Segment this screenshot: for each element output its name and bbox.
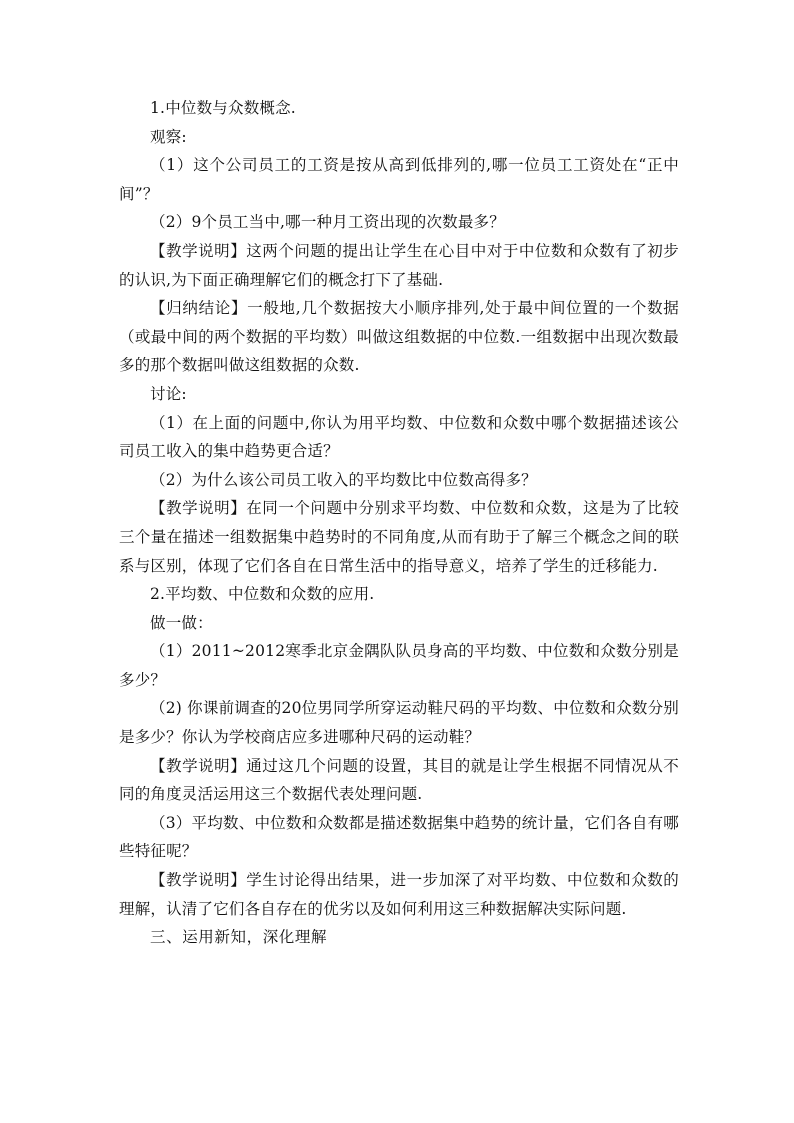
document-body xyxy=(119,94,679,952)
conclusion-paragraph: 【归纳结论】一般地,几个数据按大小顺序排列,处于最中间位置的一个数据（或最中间的两个数据的平均数）叫做这组数据的中位数.一组数据中出现次数最多的那个数据叫做这组数据的众数. xyxy=(119,299,679,375)
question-try-2: （2) 你课前调查的20位男同学所穿运动鞋尺码的平均数、中位数和众数分别是多少？你认为学校商店应多进哪种尺码的运动鞋？ xyxy=(119,699,679,747)
question-try-1: （1）2011~2012寒季北京金隅队队员身高的平均数、中位数和众数分别是多少？ xyxy=(119,642,679,689)
subheading-try: 做一做： xyxy=(150,613,213,632)
teaching-note-2: 【教学说明】在同一个问题中分别求平均数、中位数和众数，这是为了比较三个量在描述一组数据集中趋势时的不同角度,从而有助于了解三个概念之间的联系与区别，体现了它们各自在日常生活中的指导意义，培养了学生的迁移能力. xyxy=(119,499,679,575)
subheading-observe: 观察: xyxy=(150,127,187,146)
teaching-note-3: 【教学说明】通过这几个问题的设置，其目的就是让学生根据不同情况从不同的角度灵活运用这三个数据代表处理问题. xyxy=(119,756,679,804)
question-try-3: （3）平均数、中位数和众数都是描述数据集中趋势的统计量，它们各自有哪些特征呢？ xyxy=(119,813,679,861)
question-discuss-1: （1）在上面的问题中,你认为用平均数、中位数和众数中哪个数据描述该公司员工收入的集中趋势更合适？ xyxy=(119,413,679,461)
question-discuss-2: （2）为什么该公司员工收入的平均数比中位数高得多？ xyxy=(150,470,537,489)
subheading-discuss: 讨论: xyxy=(150,384,187,403)
section-heading-concepts: 1.中位数与众数概念. xyxy=(150,99,296,117)
teaching-note-1: 【教学说明】这两个问题的提出让学生在心目中对于中位数和众数有了初步的认识,为下面正确理解它们的概念打下了基础. xyxy=(119,241,679,289)
section-heading-applications: 2.平均数、中位数和众数的应用. xyxy=(150,585,375,604)
teaching-note-4: 【教学说明】学生讨论得出结果，进一步加深了对平均数、中位数和众数的理解，认清了它们各自存在的优劣以及如何利用这三种数据解决实际问题. xyxy=(119,871,679,918)
question-observe-1: （1）这个公司员工的工资是按从高到低排列的,哪一位员工工资处在“正中间”？ xyxy=(119,156,679,203)
question-observe-2: （2）9个员工当中,哪一种月工资出现的次数最多？ xyxy=(150,213,505,232)
section-heading-deepen: 三、运用新知，深化理解 xyxy=(150,928,328,947)
